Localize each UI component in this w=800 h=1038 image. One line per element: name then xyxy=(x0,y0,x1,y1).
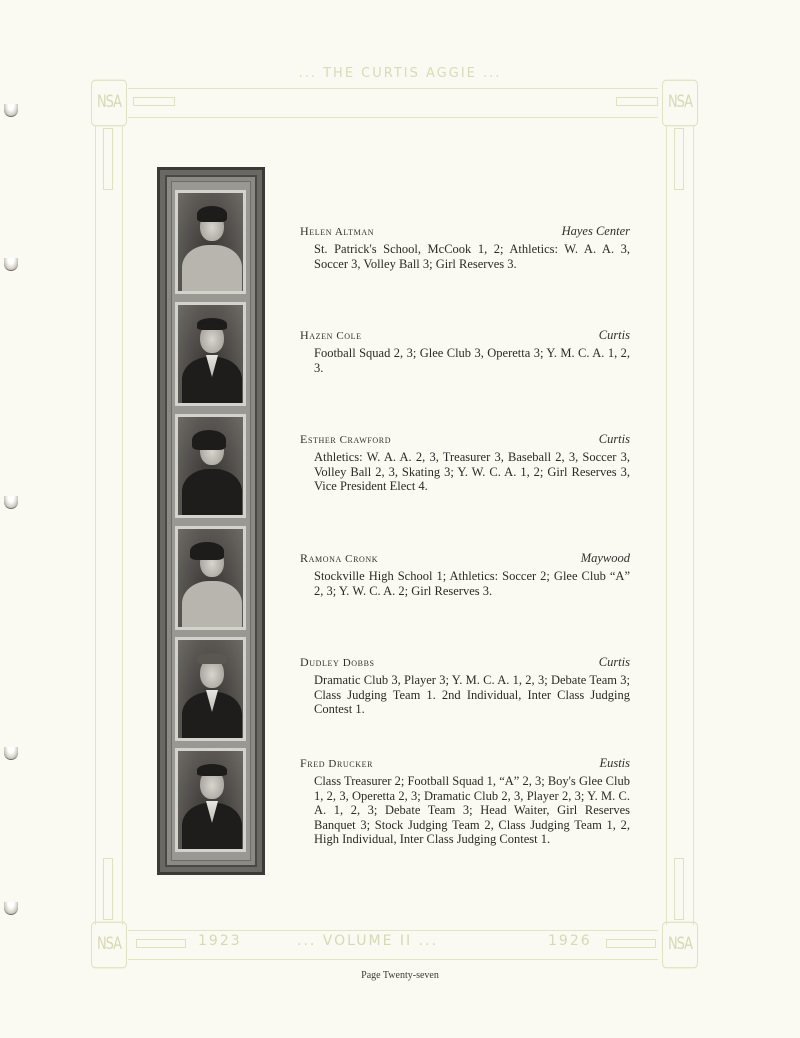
entry-header xyxy=(300,224,630,240)
activities: Class Treasurer 2; Football Squad 1, “A” 2, 3; Boy's Glee Club 1, 2, 3, Operetta 2, 3; Dramatic Club 2, 3, Player 2, 3; Y. M. C. A. 1, 2, 3; Debate Team 3; Head Waiter, Girl Reserves Banquet 3; Stock Judging Team 2, Class Judging Team 1, 2, High Individual, Inter Class Judging Contest 1. xyxy=(314,774,630,846)
portrait-hair xyxy=(190,542,224,560)
nsa-monogram-bottom-left: NSA xyxy=(91,922,127,969)
student-name: Esther Crawford xyxy=(300,432,392,446)
bottom-right-slot xyxy=(606,939,656,948)
student-name: Hazen Cole xyxy=(300,328,362,342)
hometown: Curtis xyxy=(598,328,630,342)
top-left-slot xyxy=(133,97,175,106)
senior-entry xyxy=(300,756,630,847)
portrait-hair xyxy=(197,318,227,330)
activities: Dramatic Club 3, Player 3; Y. M. C. A. 1, 2, 3; Debate Team 3; Class Judging Team 1. 2nd Individual, Inter Class Judging Contest 1. xyxy=(314,673,630,716)
bottom-left-slot xyxy=(136,939,186,948)
portrait-hazen-cole xyxy=(175,302,246,406)
portrait-hair xyxy=(197,764,227,776)
page-number: Page Twenty-seven xyxy=(361,970,439,981)
activities: St. Patrick's School, McCook 1, 2; Athletics: W. A. A. 3, Soccer 3, Volley Ball 3; Girl Reserves 3. xyxy=(314,242,630,271)
hometown: Curtis xyxy=(598,655,630,669)
binder-hole xyxy=(4,104,18,117)
student-name: Fred Drucker xyxy=(300,756,374,770)
portrait-hair xyxy=(197,206,227,222)
right-pillar-slot xyxy=(674,128,684,190)
nsa-monogram-top-right: NSA xyxy=(662,80,698,127)
senior-entry xyxy=(300,432,630,494)
senior-entry xyxy=(300,655,630,717)
binder-hole xyxy=(4,496,18,509)
binder-hole xyxy=(4,747,18,760)
portrait-figure xyxy=(182,581,242,630)
hometown: Curtis xyxy=(598,432,630,446)
entry-header xyxy=(300,432,630,448)
hometown: Maywood xyxy=(580,551,630,565)
portrait-helen-altman xyxy=(175,190,246,294)
portrait-figure xyxy=(182,245,242,294)
hometown: Hayes Center xyxy=(561,224,630,238)
entry-header xyxy=(300,551,630,567)
activities: Athletics: W. A. A. 2, 3, Treasurer 3, Baseball 2, 3, Soccer 3, Volley Ball 2, 3, Skating 3; Y. W. C. A. 1, 2; Girl Reserves 3, Vice President Elect 4. xyxy=(314,450,630,493)
left-pillar xyxy=(95,125,123,925)
activities: Stockville High School 1; Athletics: Soccer 2; Glee Club “A” 2, 3; Y. W. C. A. 2; Girl Reserves 3. xyxy=(314,569,630,598)
student-name: Dudley Dobbs xyxy=(300,655,375,669)
senior-entry xyxy=(300,224,630,271)
footer-volume: ... VOLUME II ... xyxy=(297,933,438,949)
senior-entry xyxy=(300,328,630,375)
portrait-hair xyxy=(197,653,227,664)
portrait-figure xyxy=(182,469,242,518)
left-pillar-slot xyxy=(103,128,113,190)
senior-entry xyxy=(300,551,630,598)
activities: Football Squad 2, 3; Glee Club 3, Operetta 3; Y. M. C. A. 1, 2, 3. xyxy=(314,346,630,375)
entry-header xyxy=(300,328,630,344)
portrait-esther-crawford xyxy=(175,414,246,518)
entry-header xyxy=(300,756,630,772)
binder-hole xyxy=(4,258,18,271)
right-pillar-slot xyxy=(674,858,684,920)
entry-header xyxy=(300,655,630,671)
top-right-slot xyxy=(616,97,658,106)
top-border-bar xyxy=(128,88,658,118)
portrait-ramona-cronk xyxy=(175,526,246,630)
nsa-monogram-top-left: NSA xyxy=(91,80,127,127)
portrait-hair xyxy=(192,430,226,450)
footer-year-end: 1926 xyxy=(548,933,592,949)
binder-hole xyxy=(4,902,18,915)
portrait-fred-drucker xyxy=(175,748,246,852)
student-name: Ramona Cronk xyxy=(300,551,379,565)
portrait-dudley-dobbs xyxy=(175,637,246,741)
footer-year-start: 1923 xyxy=(198,933,242,949)
right-pillar xyxy=(666,125,694,925)
running-title: ... THE CURTIS AGGIE ... xyxy=(298,66,502,81)
nsa-monogram-bottom-right: NSA xyxy=(662,922,698,969)
student-name: Helen Altman xyxy=(300,224,375,238)
hometown: Eustis xyxy=(599,756,630,770)
left-pillar-slot xyxy=(103,858,113,920)
